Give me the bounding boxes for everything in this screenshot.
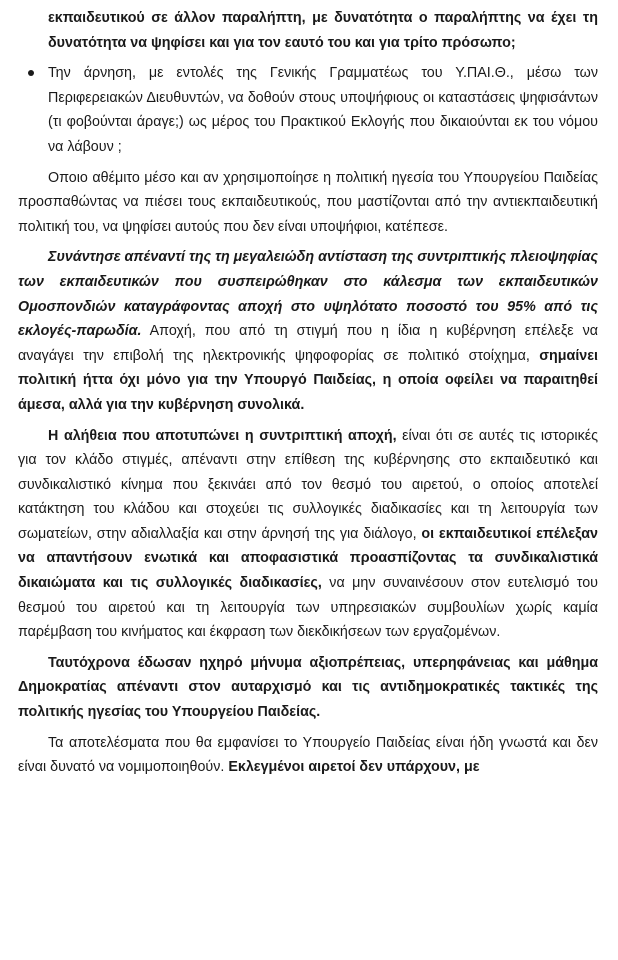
paragraph-text: Οποιο αθέμιτο μέσο και αν χρησιμοποίησε η πολιτική ηγεσία του Υπουργείου Παιδείας προσπαθώντας να πιέσει τους εκπαιδευτικούς, που μαστίζονται από την αντιεκπαιδευτική πολιτική του, να ψηφίσει αυτούς που δεν είναι υποψήφιοι, κατέπεσε. <box>18 169 598 235</box>
paragraph-text: εκπαιδευτικού σε άλλον παραλήπτη, με δυνατότητα ο παραλήπτης να έχει τη δυνατότητα να ψηφίσει και για τον εαυτό του και για τρίτο πρόσωπο; <box>48 10 598 51</box>
paragraph-continued <box>18 6 598 55</box>
paragraph-text: Τα αποτελέσματα που θα εμφανίσει το Υπουργείο Παιδείας είναι ήδη γνωστά και δεν είναι δυνατό να νομιμοποιηθούν. <box>18 734 598 776</box>
paragraph-6 <box>18 731 598 780</box>
paragraph-text: να μην συναινέσουν στον ευτελισμό του θεσμού του αιρετού και τη λειτουργία των υπηρεσιακών συμβουλίων χωρίς καμία παρέμβαση του κινήματος και έκφραση των διεκδικήσεων των εργαζομένων. <box>18 575 599 641</box>
paragraph-5 <box>18 651 598 725</box>
emphasis-text: οι εκπαιδευτικοί επέλεξαν να απαντήσουν ενωτικά και αποφασιστικά προασπίζοντας τα συνδικαλιστικά δικαιώματα και τις συλλογικές διαδικασίες, <box>18 525 598 592</box>
paragraph-text: Αποχή, που από τη στιγμή που η ίδια η κυβέρνηση επέλεξε να αναγάγει την επιβολή της ηλεκτρονικής ψηφοφορίας σε πολιτικό στοίχημα, <box>18 323 598 364</box>
paragraph-4 <box>18 424 598 645</box>
bullet-text: Την άρνηση, με εντολές της Γενικής Γραμματέως του Υ.ΠΑΙ.Θ., μέσω των Περιφερειακών Διευθυντών, να δοθούν στους υποψήφιους οι καταστάσεις ψηφισάντων (τι φοβούνται άραγε;) ως μέρος του Πρακτικού Εκλογής που δικαιούνται εκ του νόμου να λάβουν ; <box>48 65 598 155</box>
bullet-dot-icon <box>28 70 34 76</box>
emphasis-text: σημαίνει πολιτική ήττα όχι μόνο για την Υπουργό Παιδείας, η οποία οφείλει να παραιτηθεί άμεσα, αλλά για την κυβέρνηση συνολικά. <box>18 347 598 413</box>
emphasis-text: Εκλεγμένοι αιρετοί δεν υπάρχουν, με <box>228 759 480 776</box>
paragraph-text: είναι ότι σε αυτές τις ιστορικές για τον κλάδο στιγμές, απέναντι στην επίθεση της κυβέρνησης στο εκπαιδευτικό και συνδικαλιστικό κίνημα που ξεκινάει από τον θεσμό του αιρετού, ο οποίος αποτελεί κατάκτηση του κλάδου και στοχεύει τις συλλογικές διαδικασίες και τη λειτουργία των σωματείων, στην αδιαλλαξία και στην άρνησή της για διάλογο, <box>18 427 598 542</box>
paragraph-3 <box>18 245 598 417</box>
paragraph-2 <box>18 166 598 240</box>
emphasis-text: Συνάντησε απέναντί της τη μεγαλειώδη αντίσταση της συντριπτικής πλειοψηφίας των εκπαιδευτικών που συσπειρώθηκαν στο κάλεσμα των εκπαιδευτικών Ομοσπονδιών καταγράφοντας αποχή στο υψηλότατο ποσοστό του 95% από τις εκλογές-παρωδία. <box>18 249 598 340</box>
emphasis-text: Ταυτόχρονα έδωσαν ηχηρό μήνυμα αξιοπρέπειας, υπερηφάνειας και μάθημα Δημοκρατίας απέναντι στον αυταρχισμό και τις αντιδημοκρατικές τακτικές της πολιτικής ηγεσίας του Υπουργείου Παιδείας. <box>18 654 598 721</box>
emphasis-text: Η αλήθεια που αποτυπώνει η συντριπτική αποχή, <box>48 427 397 444</box>
bullet-item <box>18 61 598 159</box>
